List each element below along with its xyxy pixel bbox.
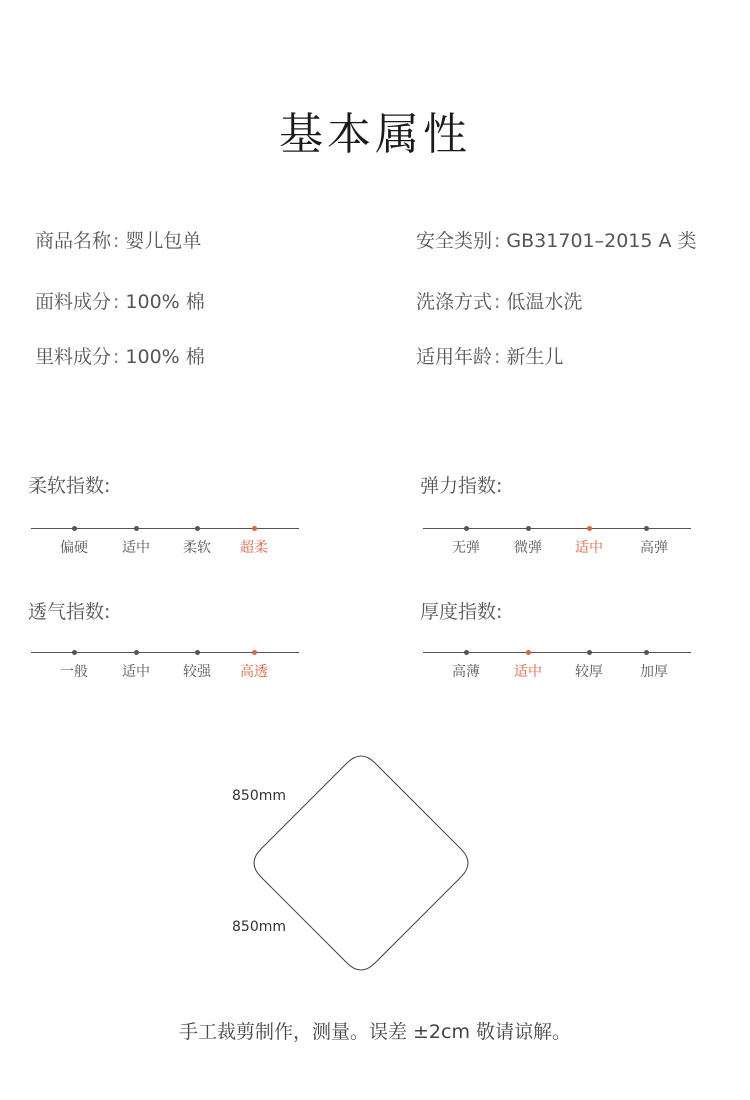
prop-label: 适用年龄 bbox=[416, 346, 493, 368]
softness-option-3: 柔软 bbox=[183, 540, 211, 556]
lining-composition-row bbox=[35, 342, 205, 369]
prop-separator: : bbox=[113, 346, 120, 368]
prop-value: 100% 棉 bbox=[125, 291, 205, 313]
thickness-option-1: 高薄 bbox=[452, 664, 480, 680]
elasticity-dot-2 bbox=[526, 526, 531, 531]
page-title: 基本属性 bbox=[279, 109, 471, 160]
blanket-size-diagram bbox=[240, 745, 485, 985]
prop-value: 婴儿包单 bbox=[125, 230, 202, 252]
breathability-label: 透气指数: bbox=[28, 601, 111, 623]
prop-separator: : bbox=[113, 230, 120, 252]
prop-value: GB31701–2015 A 类 bbox=[506, 230, 697, 252]
softness-dot-2 bbox=[134, 526, 139, 531]
prop-label: 商品名称 bbox=[35, 230, 112, 252]
suitable-age-row bbox=[416, 342, 563, 369]
breathability-option-2: 适中 bbox=[122, 664, 150, 680]
measurement-note: 手工裁剪制作，测量。误差 ±2cm 敬请谅解。 bbox=[178, 1021, 572, 1043]
thickness-dot-4 bbox=[644, 650, 649, 655]
product-name-row bbox=[35, 226, 201, 253]
thickness-dot-3 bbox=[587, 650, 592, 655]
prop-separator: : bbox=[494, 291, 501, 313]
softness-option-1: 偏硬 bbox=[60, 540, 88, 556]
prop-value: 100% 棉 bbox=[125, 346, 205, 368]
thickness-option-3: 较厚 bbox=[575, 664, 603, 680]
prop-separator: : bbox=[494, 346, 501, 368]
thickness-option-2-selected: 适中 bbox=[514, 664, 542, 680]
prop-label: 里料成分 bbox=[35, 346, 112, 368]
softness-dot-3 bbox=[195, 526, 200, 531]
prop-label: 洗涤方式 bbox=[416, 291, 493, 313]
breathability-dot-3 bbox=[195, 650, 200, 655]
softness-dot-1 bbox=[72, 526, 77, 531]
elasticity-option-4: 高弹 bbox=[640, 540, 668, 556]
elasticity-dot-4 bbox=[644, 526, 649, 531]
breathability-dot-4-selected bbox=[252, 650, 257, 655]
prop-value: 低温水洗 bbox=[506, 291, 583, 313]
blanket-outline-shape bbox=[254, 756, 468, 970]
safety-category-row bbox=[416, 226, 697, 253]
breathability-option-4-selected: 高透 bbox=[240, 664, 268, 680]
breathability-dot-2 bbox=[134, 650, 139, 655]
softness-option-4-selected: 超柔 bbox=[240, 540, 268, 556]
elasticity-option-1: 无弹 bbox=[452, 540, 480, 556]
dimension-label-bottom: 850mm bbox=[232, 919, 286, 935]
breathability-dot-1 bbox=[72, 650, 77, 655]
prop-separator: : bbox=[113, 291, 120, 313]
softness-label: 柔软指数: bbox=[28, 475, 111, 497]
breathability-option-1: 一般 bbox=[60, 664, 88, 680]
prop-label: 安全类别 bbox=[416, 230, 493, 252]
softness-option-2: 适中 bbox=[122, 540, 150, 556]
prop-label: 面料成分 bbox=[35, 291, 112, 313]
elasticity-dot-1 bbox=[464, 526, 469, 531]
thickness-dot-2-selected bbox=[526, 650, 531, 655]
softness-dot-4-selected bbox=[252, 526, 257, 531]
elasticity-option-3-selected: 适中 bbox=[575, 540, 603, 556]
thickness-option-4: 加厚 bbox=[640, 664, 668, 680]
elasticity-option-2: 微弹 bbox=[514, 540, 542, 556]
prop-separator: : bbox=[494, 230, 501, 252]
elasticity-dot-3-selected bbox=[587, 526, 592, 531]
thickness-label: 厚度指数: bbox=[420, 601, 503, 623]
breathability-option-3: 较强 bbox=[183, 664, 211, 680]
dimension-label-top: 850mm bbox=[232, 788, 286, 804]
fabric-composition-row bbox=[35, 287, 205, 314]
thickness-dot-1 bbox=[464, 650, 469, 655]
elasticity-label: 弹力指数: bbox=[420, 475, 503, 497]
washing-method-row bbox=[416, 287, 582, 314]
prop-value: 新生儿 bbox=[506, 346, 564, 368]
